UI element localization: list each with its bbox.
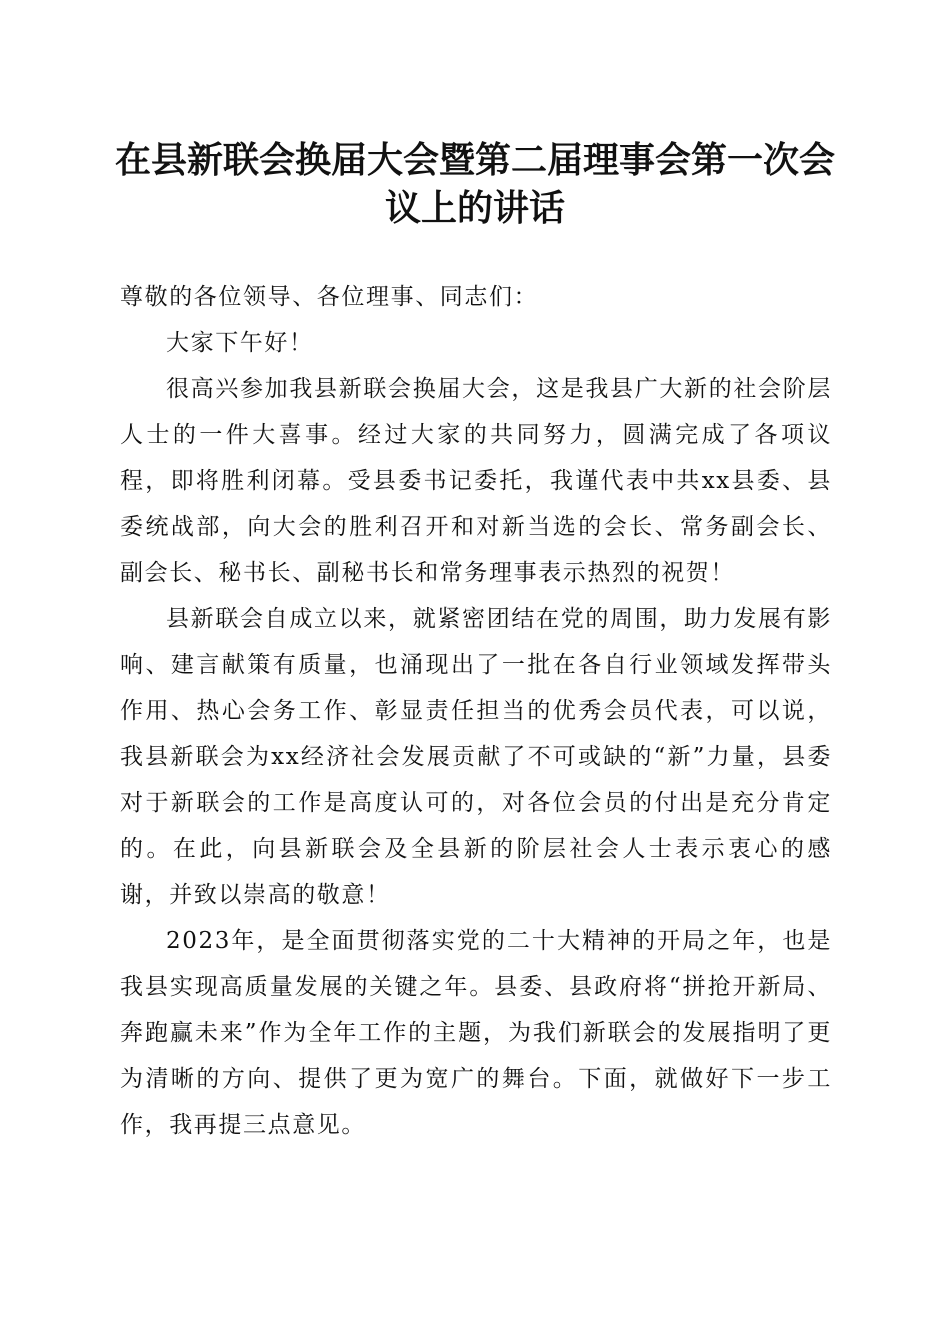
paragraph-greeting: 大家下午好！	[166, 330, 314, 356]
paragraph-achievements: 县新联会自成立以来，就紧密团结在党的周围，助力发展有影响、建言献策有质量，也涌现出了一批在各自行业领域发挥带头作用、热心会务工作、彰显责任担当的优秀会员代表，可以说，我县新联会为xx经济社会发展贡献了不可或缺的“新”力量，县委对于新联会的工作是高度认可的，对各位会员的付出是充分肯定的。在此，向县新联会及全县新的阶层社会人士表示衷心的感谢，并致以崇高的敬意！	[120, 606, 832, 908]
salutation: 尊敬的各位领导、各位理事、同志们：	[120, 284, 539, 310]
paragraph-outlook: 2023年，是全面贯彻落实党的二十大精神的开局之年，也是我县实现高质量发展的关键之年。县委、县政府将“拼抢开新局、奔跑赢未来”作为全年工作的主题，为我们新联会的发展指明了更为清晰的方向、提供了更为宽广的舞台。下面，就做好下一步工作，我再提三点意见。	[120, 928, 832, 1138]
document-title: 在县新联会换届大会暨第二届理事会第一次会议上的讲话	[114, 139, 835, 229]
document-body	[120, 274, 832, 1148]
paragraph-congratulations: 很高兴参加我县新联会换届大会，这是我县广大新的社会阶层人士的一件大喜事。经过大家的共同努力，圆满完成了各项议程，即将胜利闭幕。受县委书记委托，我谨代表中共xx县委、县委统战部，向大会的胜利召开和对新当选的会长、常务副会长、副会长、秘书长、副秘书长和常务理事表示热烈的祝贺！	[120, 376, 832, 586]
